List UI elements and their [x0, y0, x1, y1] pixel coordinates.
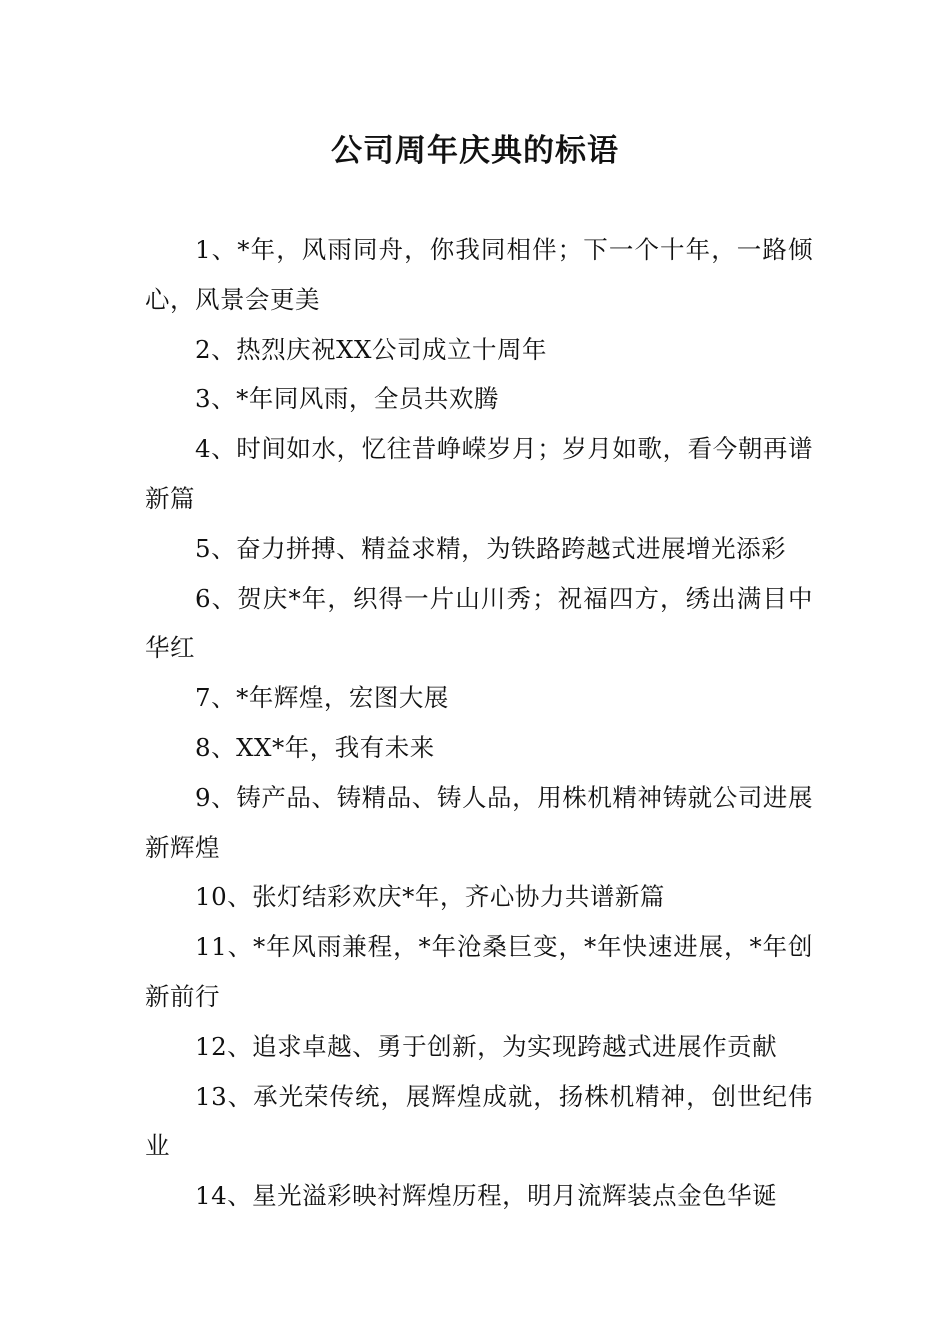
slogan-item-5: 5、奋力拼搏、精益求精，为铁路跨越式进展增光添彩 [195, 533, 787, 563]
slogan-item-9: 9、铸产品、铸精品、铸人品，用株机精神铸就公司进展新辉煌 [145, 782, 813, 862]
slogan-item-14: 14、星光溢彩映衬辉煌历程，明月流辉装点金色华诞 [195, 1181, 778, 1211]
slogan-item-1: 1、*年，风雨同舟，你我同相伴；下一个十年，一路倾心，风景会更美 [145, 235, 813, 314]
slogan-item-7: 7、*年辉煌，宏图大展 [195, 683, 449, 713]
slogan-list [145, 225, 813, 1221]
slogan-item-2: 2、热烈庆祝XX公司成立十周年 [195, 334, 547, 364]
slogan-item-8: 8、XX*年，我有未来 [195, 732, 435, 762]
slogan-item-11: 11、*年风雨兼程，*年沧桑巨变，*年快速进展，*年创新前行 [145, 932, 813, 1011]
slogan-item-12: 12、追求卓越、勇于创新，为实现跨越式进展作贡献 [195, 1031, 778, 1061]
document-title: 公司周年庆典的标语 [331, 133, 619, 169]
slogan-item-13: 13、承光荣传统，展辉煌成就，扬株机精神，创世纪伟业 [145, 1081, 813, 1161]
slogan-item-10: 10、张灯结彩欢庆*年，齐心协力共谱新篇 [195, 882, 665, 912]
slogan-item-4: 4、时间如水，忆往昔峥嵘岁月；岁月如歌，看今朝再谱新篇 [145, 434, 813, 513]
slogan-item-3: 3、*年同风雨，全员共欢腾 [195, 384, 499, 414]
slogan-item-6: 6、贺庆*年，织得一片山川秀；祝福四方，绣出满目中华红 [145, 583, 813, 663]
